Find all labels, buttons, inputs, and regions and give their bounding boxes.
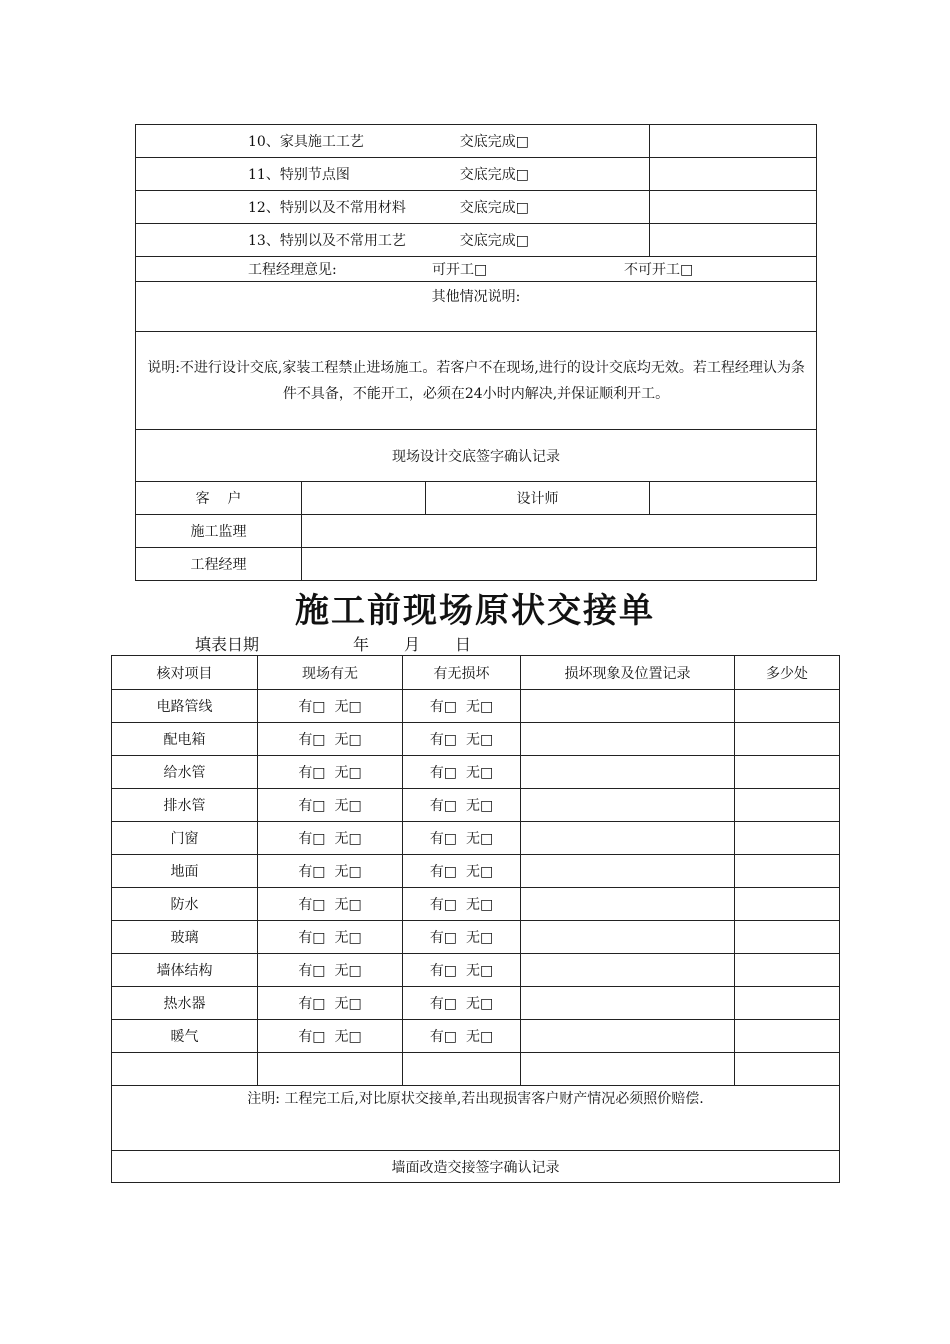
damaged-checkboxes[interactable]: 有□ 无□ bbox=[403, 690, 521, 723]
blank-present-cell[interactable] bbox=[258, 1053, 403, 1086]
item-name: 暖气 bbox=[112, 1020, 258, 1053]
damage-count-field[interactable] bbox=[735, 756, 840, 789]
table-row bbox=[112, 723, 840, 756]
present-checkboxes[interactable]: 有□ 无□ bbox=[258, 987, 403, 1020]
date-year-label: 年 bbox=[353, 635, 370, 654]
table-row bbox=[112, 822, 840, 855]
damaged-checkboxes[interactable]: 有□ 无□ bbox=[403, 822, 521, 855]
damage-record-field[interactable] bbox=[521, 987, 735, 1020]
supervisor-row bbox=[136, 515, 817, 548]
table-row bbox=[112, 987, 840, 1020]
present-checkboxes[interactable]: 有□ 无□ bbox=[258, 888, 403, 921]
manager-opinion-label: 工程经理意见: bbox=[248, 262, 337, 278]
damaged-checkboxes[interactable]: 有□ 无□ bbox=[403, 789, 521, 822]
present-checkboxes[interactable]: 有□ 无□ bbox=[258, 1020, 403, 1053]
item-name: 地面 bbox=[112, 855, 258, 888]
supervisor-signature-field[interactable] bbox=[302, 515, 817, 548]
handover-note-row bbox=[112, 1086, 840, 1151]
fill-date bbox=[195, 632, 471, 655]
damage-record-field[interactable] bbox=[521, 888, 735, 921]
table-header-row bbox=[112, 656, 840, 690]
present-checkboxes[interactable]: 有□ 无□ bbox=[258, 855, 403, 888]
other-notes-label: 其他情况说明: bbox=[431, 289, 521, 305]
table-row bbox=[112, 1053, 840, 1086]
table-row bbox=[136, 158, 817, 191]
damage-count-field[interactable] bbox=[735, 690, 840, 723]
damaged-checkboxes[interactable]: 有□ 无□ bbox=[403, 954, 521, 987]
customer-label: 客 户 bbox=[136, 482, 302, 515]
damaged-checkboxes[interactable]: 有□ 无□ bbox=[403, 1020, 521, 1053]
damage-record-field[interactable] bbox=[521, 954, 735, 987]
damage-count-field[interactable] bbox=[735, 822, 840, 855]
damage-count-field[interactable] bbox=[735, 789, 840, 822]
design-disclosure-table bbox=[135, 124, 817, 581]
present-checkboxes[interactable]: 有□ 无□ bbox=[258, 789, 403, 822]
table-row bbox=[112, 690, 840, 723]
item-name: 给水管 bbox=[112, 756, 258, 789]
present-checkboxes[interactable]: 有□ 无□ bbox=[258, 954, 403, 987]
manager-signature-field[interactable] bbox=[302, 548, 817, 581]
item-label: 10、家具施工工艺 bbox=[248, 134, 364, 150]
item-name: 玻璃 bbox=[112, 921, 258, 954]
damage-record-field[interactable] bbox=[521, 855, 735, 888]
header-damaged: 有无损坏 bbox=[403, 656, 521, 690]
date-label: 填表日期 bbox=[195, 635, 260, 654]
note-row bbox=[136, 332, 817, 430]
damage-count-field[interactable] bbox=[735, 987, 840, 1020]
damage-count-field[interactable] bbox=[735, 921, 840, 954]
damage-count-field[interactable] bbox=[735, 855, 840, 888]
other-notes-row bbox=[136, 282, 817, 332]
table-row bbox=[112, 789, 840, 822]
item-name: 墙体结构 bbox=[112, 954, 258, 987]
handover-table bbox=[111, 655, 840, 1183]
table-row bbox=[112, 855, 840, 888]
damaged-checkboxes[interactable]: 有□ 无□ bbox=[403, 987, 521, 1020]
table-row bbox=[136, 125, 817, 158]
item-status-checkbox[interactable]: 交底完成□ bbox=[459, 134, 530, 150]
present-checkboxes[interactable]: 有□ 无□ bbox=[258, 690, 403, 723]
manager-row bbox=[136, 548, 817, 581]
customer-designer-row bbox=[136, 482, 817, 515]
other-notes-cell[interactable] bbox=[136, 282, 817, 332]
damaged-checkboxes[interactable]: 有□ 无□ bbox=[403, 756, 521, 789]
sign-record-title-row bbox=[136, 430, 817, 482]
item-name: 配电箱 bbox=[112, 723, 258, 756]
blank-count-cell[interactable] bbox=[735, 1053, 840, 1086]
header-count: 多少处 bbox=[735, 656, 840, 690]
item-name: 热水器 bbox=[112, 987, 258, 1020]
item-name: 排水管 bbox=[112, 789, 258, 822]
item-status-checkbox[interactable]: 交底完成□ bbox=[459, 167, 530, 183]
present-checkboxes[interactable]: 有□ 无□ bbox=[258, 723, 403, 756]
date-month-label: 月 bbox=[404, 635, 421, 654]
header-damage-record: 损坏现象及位置记录 bbox=[521, 656, 735, 690]
table-row bbox=[112, 888, 840, 921]
damage-record-field[interactable] bbox=[521, 723, 735, 756]
item-status-checkbox[interactable]: 交底完成□ bbox=[459, 200, 530, 216]
table-row bbox=[136, 191, 817, 224]
damage-count-field[interactable] bbox=[735, 723, 840, 756]
header-present: 现场有无 bbox=[258, 656, 403, 690]
supervisor-label: 施工监理 bbox=[136, 515, 302, 548]
item-label: 12、特别以及不常用材料 bbox=[248, 200, 406, 216]
designer-signature-field[interactable] bbox=[650, 482, 817, 515]
present-checkboxes[interactable]: 有□ 无□ bbox=[258, 756, 403, 789]
disclosure-note: 说明:不进行设计交底,家装工程禁止进场施工。若客户不在现场,进行的设计交底均无效。若工程经理认为条件不具备，不能开工，必须在24小时内解决,并保证顺利开工。 bbox=[136, 332, 817, 430]
damaged-checkboxes[interactable]: 有□ 无□ bbox=[403, 888, 521, 921]
item-remark-cell[interactable] bbox=[650, 191, 817, 224]
designer-label: 设计师 bbox=[426, 482, 650, 515]
damaged-checkboxes[interactable]: 有□ 无□ bbox=[403, 723, 521, 756]
page-title: 施工前现场原状交接单 bbox=[295, 591, 655, 631]
item-status-checkbox[interactable]: 交底完成□ bbox=[459, 233, 530, 249]
blank-damaged-cell[interactable] bbox=[403, 1053, 521, 1086]
can-start-checkbox[interactable]: 可开工□ bbox=[432, 262, 488, 278]
damaged-checkboxes[interactable]: 有□ 无□ bbox=[403, 921, 521, 954]
item-remark-cell[interactable] bbox=[650, 125, 817, 158]
table-row bbox=[112, 1020, 840, 1053]
damage-record-field[interactable] bbox=[521, 1020, 735, 1053]
item-name: 电路管线 bbox=[112, 690, 258, 723]
table-row bbox=[112, 756, 840, 789]
item-name: 门窗 bbox=[112, 822, 258, 855]
present-checkboxes[interactable]: 有□ 无□ bbox=[258, 921, 403, 954]
cannot-start-checkbox[interactable]: 不可开工□ bbox=[624, 262, 694, 278]
damage-record-field[interactable] bbox=[521, 789, 735, 822]
item-label: 11、特别节点图 bbox=[248, 167, 350, 183]
item-remark-cell[interactable] bbox=[650, 158, 817, 191]
sign-record-title: 现场设计交底签字确认记录 bbox=[136, 430, 817, 482]
damage-count-field[interactable] bbox=[735, 954, 840, 987]
damage-record-field[interactable] bbox=[521, 690, 735, 723]
blank-item-cell[interactable] bbox=[112, 1053, 258, 1086]
blank-record-cell[interactable] bbox=[521, 1053, 735, 1086]
damage-count-field[interactable] bbox=[735, 1020, 840, 1053]
manager-opinion-row bbox=[136, 257, 817, 282]
table-row bbox=[112, 921, 840, 954]
damage-record-field[interactable] bbox=[521, 921, 735, 954]
wall-record-row bbox=[112, 1151, 840, 1183]
manager-label: 工程经理 bbox=[136, 548, 302, 581]
customer-signature-field[interactable] bbox=[302, 482, 426, 515]
date-day-label: 日 bbox=[455, 635, 472, 654]
item-remark-cell[interactable] bbox=[650, 224, 817, 257]
damage-record-field[interactable] bbox=[521, 756, 735, 789]
header-check-item: 核对项目 bbox=[112, 656, 258, 690]
table-row bbox=[112, 954, 840, 987]
damaged-checkboxes[interactable]: 有□ 无□ bbox=[403, 855, 521, 888]
handover-note: 注明: 工程完工后,对比原状交接单,若出现损害客户财产情况必须照价赔偿. bbox=[112, 1086, 840, 1151]
present-checkboxes[interactable]: 有□ 无□ bbox=[258, 822, 403, 855]
table-row bbox=[136, 224, 817, 257]
item-name: 防水 bbox=[112, 888, 258, 921]
wall-record-title: 墙面改造交接签字确认记录 bbox=[112, 1151, 840, 1183]
damage-record-field[interactable] bbox=[521, 822, 735, 855]
item-label: 13、特别以及不常用工艺 bbox=[248, 233, 406, 249]
damage-count-field[interactable] bbox=[735, 888, 840, 921]
